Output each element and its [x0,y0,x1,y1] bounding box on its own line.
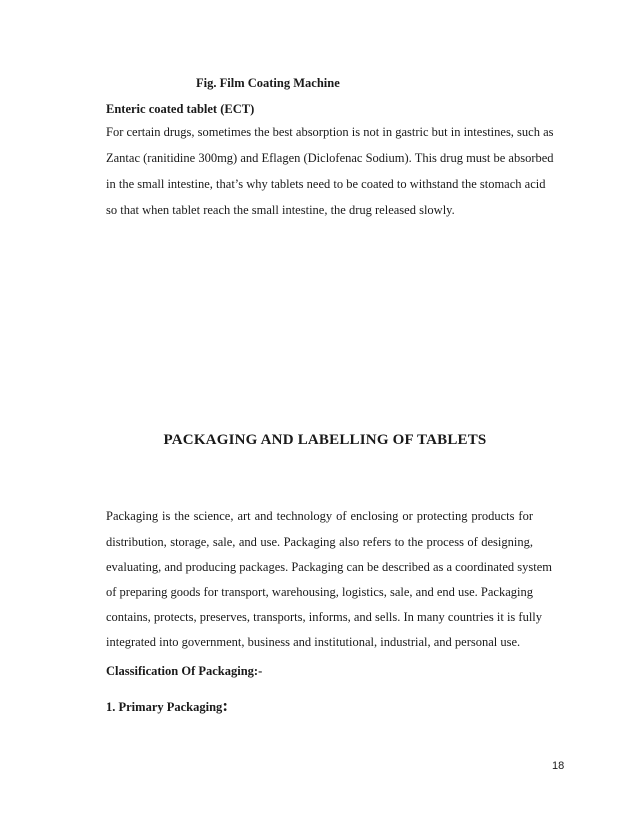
primary-packaging-heading [106,696,228,716]
ect-line: so that when tablet reach the small intestine, the drug released slowly. [106,203,455,217]
packaging-line: evaluating, and producing packages. Packaging can be described as a coordinated system [106,560,553,574]
classification-heading: Classification Of Packaging:- [106,664,263,678]
section-title: PACKAGING AND LABELLING OF TABLETS [163,432,487,448]
packaging-line: contains, protects, preserves, transports, informs, and sells. In many countries it is fully [106,610,543,624]
primary-packaging-colon: : [222,696,228,715]
ect-line: For certain drugs, sometimes the best absorption is not in gastric but in intestines, such as [106,125,554,139]
ect-line: in the small intestine, that’s why tablets need to be coated to withstand the stomach acid [106,177,546,191]
ect-heading: Enteric coated tablet (ECT) [106,102,255,116]
ect-line: Zantac (ranitidine 300mg) and Eflagen (Diclofenac Sodium). This drug must be absorbed [106,151,554,165]
page-number: 18 [552,760,565,772]
packaging-line: distribution, storage, sale, and use. Packaging also refers to the process of designing, [106,535,533,549]
primary-packaging-label: 1. Primary Packaging [106,700,223,714]
packaging-line: of preparing goods for transport, warehousing, logistics, sale, and end use. Packaging [106,585,533,599]
packaging-line: Packaging is the science, art and technology of enclosing or protecting products for [106,509,533,523]
figure-caption: Fig. Film Coating Machine [196,76,340,90]
packaging-line: integrated into government, business and institutional, industrial, and personal use. [106,635,521,649]
